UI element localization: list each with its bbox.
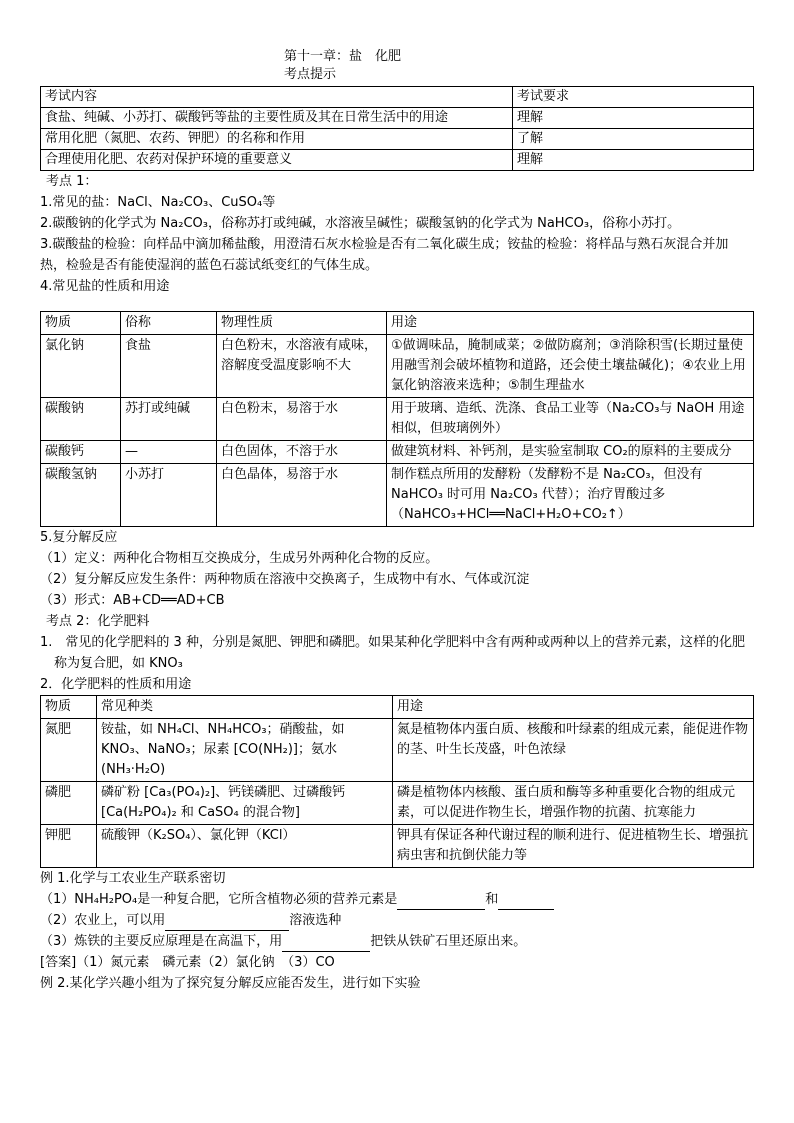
point2-line: 1. 常见的化学肥料的 3 种，分别是氮肥、钾肥和磷肥。如果某种化学肥料中含有两种或两种以上的营养元素，这样的化肥称为复合肥，如 KNO₃ [40, 635, 745, 671]
table-cell: 理解 [513, 108, 754, 129]
table-header-cell: 物质 [41, 312, 121, 335]
point1-line: 1.常见的盐：NaCl、Na₂CO₃、CuSO₄等 [40, 195, 276, 210]
table-header-row [41, 696, 754, 719]
table-cell: 理解 [513, 150, 754, 171]
example1-question-2 [40, 910, 754, 931]
point1-line: 2.碳酸钠的化学式为 Na₂CO₃，俗称苏打或纯碱，水溶液呈碱性；碳酸氢钠的化学式为 NaHCO₃，俗称小苏打。 [40, 216, 681, 231]
table-header-cell: 考试要求 [513, 87, 754, 108]
example1-question-1 [40, 889, 754, 910]
salt-properties-table [40, 311, 754, 527]
table-cell: 白色晶体，易溶于水 [217, 464, 387, 527]
point2-line: 2．化学肥料的性质和用途 [40, 677, 192, 692]
table-header-cell: 考试内容 [41, 87, 513, 108]
answer-blank[interactable] [397, 895, 485, 910]
table-row [41, 782, 754, 825]
point1-heading: 考点 1： [46, 174, 98, 189]
table-cell: 小苏打 [121, 464, 217, 527]
point1-line: 3.碳酸盐的检验：向样品中滴加稀盐酸，用澄清石灰水检验是否有二氧化碳生成；铵盐的检验：将样品与熟石灰混合并加热，检验是否有能使湿润的蓝色石蕊试纸变红的气体生成。 [40, 237, 729, 273]
table-cell: 白色固体，不溶于水 [217, 441, 387, 464]
table-cell: 白色粉末，水溶液有咸味，溶解度受温度影响不大 [217, 335, 387, 398]
fertilizer-table [40, 695, 754, 868]
table-header-cell: 用途 [387, 312, 754, 335]
table-cell: 碳酸钠 [41, 398, 121, 441]
table-row [41, 398, 754, 441]
table-cell: 制作糕点所用的发酵粉（发酵粉不是 Na₂CO₃，但没有 NaHCO₃ 时可用 Na₂CO₃ 代替）；治疗胃酸过多（NaHCO₃+HCl══NaCl+H₂O+CO₂↑） [387, 464, 754, 527]
table-cell: 钾肥 [41, 825, 97, 868]
table-header-row [41, 87, 754, 108]
document-page [40, 48, 754, 994]
example1-answer: [答案]（1）氮元素 磷元素（2）氯化钠 （3）CO [40, 955, 335, 970]
table-cell: 食盐 [121, 335, 217, 398]
table-cell: 食盐、纯碱、小苏打、碳酸钙等盐的主要性质及其在日常生活中的用途 [41, 108, 513, 129]
table-header-cell: 常见种类 [97, 696, 393, 719]
table-header-row [41, 312, 754, 335]
example1-title: 例 1.化学与工农业生产联系密切 [40, 871, 226, 886]
question-text: （1）NH₄H₂PO₄是一种复合肥，它所含植物必须的营养元素是 [40, 892, 398, 907]
table-row [41, 335, 754, 398]
table-cell: 钾具有保证各种代谢过程的顺利进行、促进植物生长、增强抗病虫害和抗倒伏能力等 [393, 825, 754, 868]
table-cell: 碳酸氢钠 [41, 464, 121, 527]
table-cell: 合理使用化肥、农药对保护环境的重要意义 [41, 150, 513, 171]
table-row [41, 825, 754, 868]
table-cell: — [121, 441, 217, 464]
reaction-line: （1）定义：两种化合物相互交换成分，生成另外两种化合物的反应。 [40, 551, 439, 566]
question-text: 溶液选种 [289, 913, 342, 928]
reaction-line: （3）形式：AB+CD══AD+CB [40, 593, 225, 608]
table-cell: 铵盐，如 NH₄Cl、NH₄HCO₃；硝酸盐，如 KNO₃、NaNO₃；尿素 [CO(NH₂)]；氨水 (NH₃·H₂O) [97, 719, 393, 782]
table-cell: 氮肥 [41, 719, 97, 782]
table-cell: 硫酸钾（K₂SO₄）、氯化钾（KCl） [97, 825, 393, 868]
table-row [41, 719, 754, 782]
question-text: 和 [485, 892, 499, 907]
table-header-cell: 用途 [393, 696, 754, 719]
reaction-heading: 5.复分解反应 [40, 530, 118, 545]
table-cell: 了解 [513, 129, 754, 150]
table-cell: 磷是植物体内核酸、蛋白质和酶等多种重要化合物的组成元素，可以促进作物生长，增强作物的抗菌、抗寒能力 [393, 782, 754, 825]
answer-blank[interactable] [498, 895, 554, 910]
exam-requirements-table [40, 86, 754, 171]
question-text: （3）炼铁的主要反应原理是在高温下，用 [40, 934, 283, 949]
reaction-line: （2）复分解反应发生条件：两种物质在溶液中交换离子，生成物中有水、气体或沉淀 [40, 572, 530, 587]
table-row [41, 464, 754, 527]
table-row [41, 108, 754, 129]
table-cell: 苏打或纯碱 [121, 398, 217, 441]
table-cell: 做建筑材料、补钙剂，是实验室制取 CO₂的原料的主要成分 [387, 441, 754, 464]
question-text: 把铁从铁矿石里还原出来。 [370, 934, 527, 949]
table-row [41, 441, 754, 464]
table-cell: 碳酸钙 [41, 441, 121, 464]
table-cell: 磷矿粉 [Ca₃(PO₄)₂]、钙镁磷肥、过磷酸钙 [Ca(H₂PO₄)₂ 和 CaSO₄ 的混合物] [97, 782, 393, 825]
answer-blank[interactable] [165, 916, 289, 931]
table-row [41, 129, 754, 150]
table-cell: 磷肥 [41, 782, 97, 825]
example2-title: 例 2.某化学兴趣小组为了探究复分解反应能否发生，进行如下实验 [40, 976, 421, 991]
table-header-cell: 俗称 [121, 312, 217, 335]
table-header-cell: 物质 [41, 696, 97, 719]
chapter-title: 第十一章：盐 化肥 [284, 49, 402, 64]
table-header-cell: 物理性质 [217, 312, 387, 335]
table-cell: 氮是植物体内蛋白质、核酸和叶绿素的组成元素，能促进作物的茎、叶生长茂盛，叶色浓绿 [393, 719, 754, 782]
example1-question-3 [40, 931, 754, 952]
table-cell: 白色粉末，易溶于水 [217, 398, 387, 441]
point2-heading: 考点 2：化学肥料 [46, 614, 150, 629]
table-cell: 常用化肥（氮肥、农药、钾肥）的名称和作用 [41, 129, 513, 150]
question-text: （2）农业上，可以用 [40, 913, 166, 928]
point1-line: 4.常见盐的性质和用途 [40, 279, 170, 294]
table-cell: ①做调味品，腌制咸菜；②做防腐剂；③消除积雪(长期过量使用融雪剂会破坏植物和道路，还会使土壤盐碱化)；④农业上用氯化钠溶液来选种；⑤制生理盐水 [387, 335, 754, 398]
answer-blank[interactable] [282, 937, 370, 952]
table-cell: 氯化钠 [41, 335, 121, 398]
section-subtitle: 考点提示 [284, 67, 337, 82]
table-cell: 用于玻璃、造纸、洗涤、食品工业等（Na₂CO₃与 NaOH 用途相似，但玻璃例外） [387, 398, 754, 441]
table-row [41, 150, 754, 171]
